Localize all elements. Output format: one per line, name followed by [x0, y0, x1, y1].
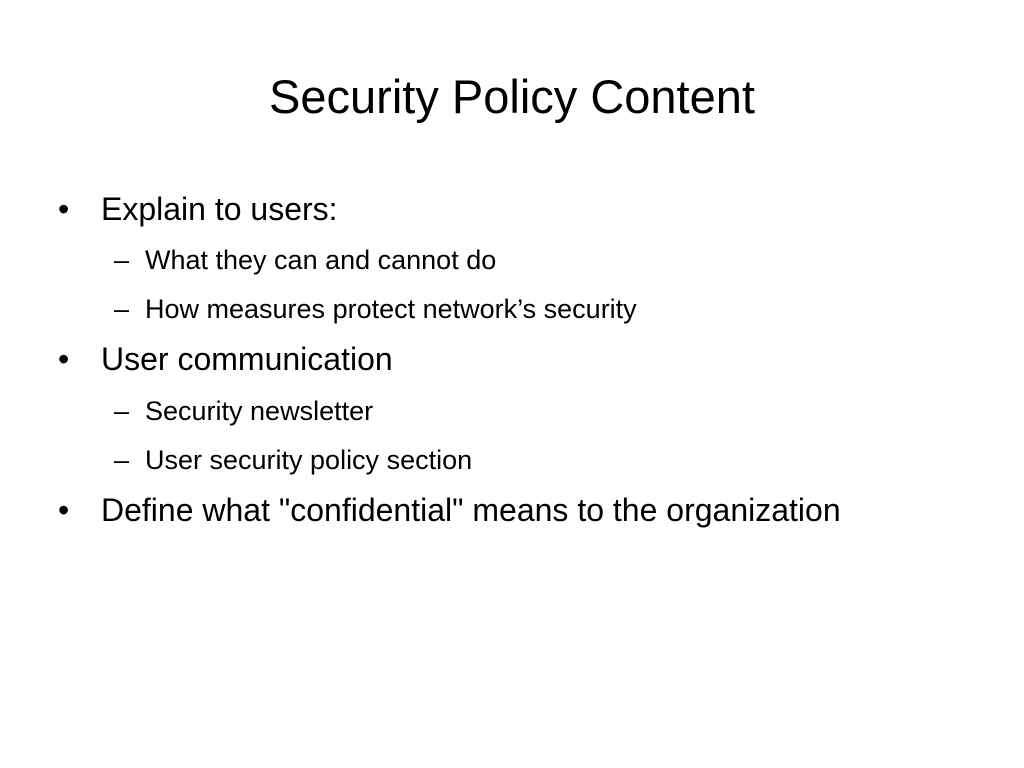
sub-bullet-text: What they can and cannot do — [145, 245, 497, 275]
bullet-dot-icon: • — [58, 191, 70, 227]
bullet-text: Define what "confidential" means to the organization — [101, 492, 841, 528]
bullet-text: User communication — [101, 341, 393, 377]
slide-title: Security Policy Content — [269, 70, 755, 123]
bullet-dot-icon: • — [58, 341, 70, 377]
bullet-dot-icon: • — [58, 492, 70, 528]
dash-icon: – — [114, 396, 130, 426]
dash-icon: – — [114, 445, 130, 475]
dash-icon: – — [114, 294, 130, 324]
sub-bullet-text: User security policy section — [145, 445, 473, 475]
bullet-text: Explain to users: — [101, 191, 338, 227]
dash-icon: – — [114, 245, 130, 275]
sub-bullet-text: How measures protect network’s security — [145, 294, 637, 324]
bullet-list — [0, 187, 1024, 747]
sub-bullet-text: Security newsletter — [145, 396, 374, 426]
